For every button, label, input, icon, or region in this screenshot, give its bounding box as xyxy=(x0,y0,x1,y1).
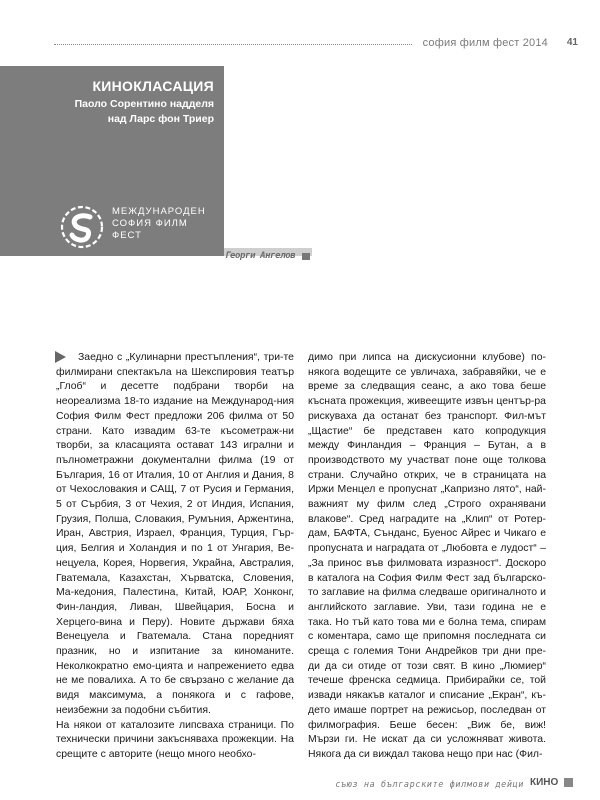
author-square-mark xyxy=(302,253,310,260)
sofia-film-fest-logo-icon xyxy=(60,205,104,249)
paragraph: димо при липса на дискусионни клубове) по-някога водещите се увличаха, забравяйки, че е време за следващия сеанс, а ако това беше късната прожекция, живеещите извън център-ра рискуваха да останат без транспорт. Фил-мът „Щастие“ бе представен като копродукция между Финландия – Франция – Бутан, а в производството му участват поне още толкова страни. Случайно открих, че в страницата на Иржи Менцел е пропуснат „Капризно лято“, най-важният му филм след „Строго охранявани влакове“. Сред наградите на „Клип“ от Ротер-дам, БАФТА, Сънданс, Буенос Айрес и Чикаго е пропусната и наградата от „Любовта е лудост“ – „За принос във филмовата изразност“. Доскоро в каталога на София Филм Фест зад българско-то заглавие на филма следваше оригиналното и английското заглавие. Уви, тази година не е така. Но тъй като това ми е болна тема, спирам с коментара, само ще припомня последната си среща с големия Тони Андрейков три дни пре-ди да си отиде от този свят. В кино „Люмиер“ течеше френска седмица. Прибирайки се, той извади някакъв каталог и списание „Екран“, къ-дето имаше портрет на режисьор, последван от филмография. Беше бесен: „Виж бе, виж! Мързи ги. Не искат да си усложняват живота. Някога да си виждал такова нещо при нас (Фил- xyxy=(308,352,546,760)
article-column-left xyxy=(56,351,294,763)
paragraph: Заедно с „Кулинарни престъпления“, три-те филмирани спектакъла на Шекспировия театър „Глоб“ и десетте подбрани творби на неореализма 18-то издание на Международ-ния София Филм Фест предложи 206 филма от 50 страни. Като извадим 63-те късометраж-ни творби, за класацията остават 143 игрални и пълнометражни документални филма (19 от България, 16 от Италия, 10 от Англия и Дания, 8 от Чехословакия и САЩ, 7 от Русия и Германия, 5 от Сърбия, 3 от Чехия, 2 от Индия, Испания, Грузия, Полша, Словакия, Румъния, Аржентина, Иран, Австрия, Израел, Франция, Турция, Гър-ция, Белгия и Холандия и по 1 от Унгария, Ве-нецуела, Корея, Норвегия, Украйна, Австралия, Гватемала, Казахстан, Хърватска, Словения, Ма-кедония, Палестина, Китай, ЮАР, Хонконг, Фин-ландия, Ливан, Швейцария, Босна и Херцего-вина и Перу). Новите държави бяха Венецуела и Гватемала. Стана поредният празник, но и изпитание за киноманите. Неколкократно емо-цията и напрежението едва не ме повалиха. А то бе свързано с желание да видя максимума, а понякога и с гафове, неизбежни за подобни събития. xyxy=(56,352,294,716)
logo-text xyxy=(112,206,206,242)
logo-line-1: МЕЖДУНАРОДЕН xyxy=(112,206,206,217)
subtitle-line-1: Паоло Сорентино надделя xyxy=(74,98,214,110)
section-subtitle xyxy=(0,97,214,127)
logo-line-2: СОФИЯ ФИЛМ xyxy=(112,218,188,229)
running-head: софия филм фест 2014 xyxy=(422,37,548,49)
logo-line-3: ФЕСТ xyxy=(112,230,142,241)
header-dotted-rule xyxy=(54,44,412,45)
article-column-right xyxy=(308,351,546,763)
footer-square-mark xyxy=(564,778,573,787)
page-number: 41 xyxy=(566,37,578,48)
footer-tagline: съюз на българските филмови дейци xyxy=(335,780,524,790)
author-byline: Георги Ангелов xyxy=(225,251,296,261)
subtitle-line-2: над Ларс фон Триер xyxy=(107,113,214,125)
section-title: КИНОКЛАСАЦИЯ xyxy=(92,78,214,94)
footer-logo: КИНО xyxy=(530,777,559,788)
paragraph: На някои от каталозите липсваха страници. По технически причини закъсняваха прожекции. На срещите с авторите (нещо много необхо- xyxy=(56,719,294,760)
